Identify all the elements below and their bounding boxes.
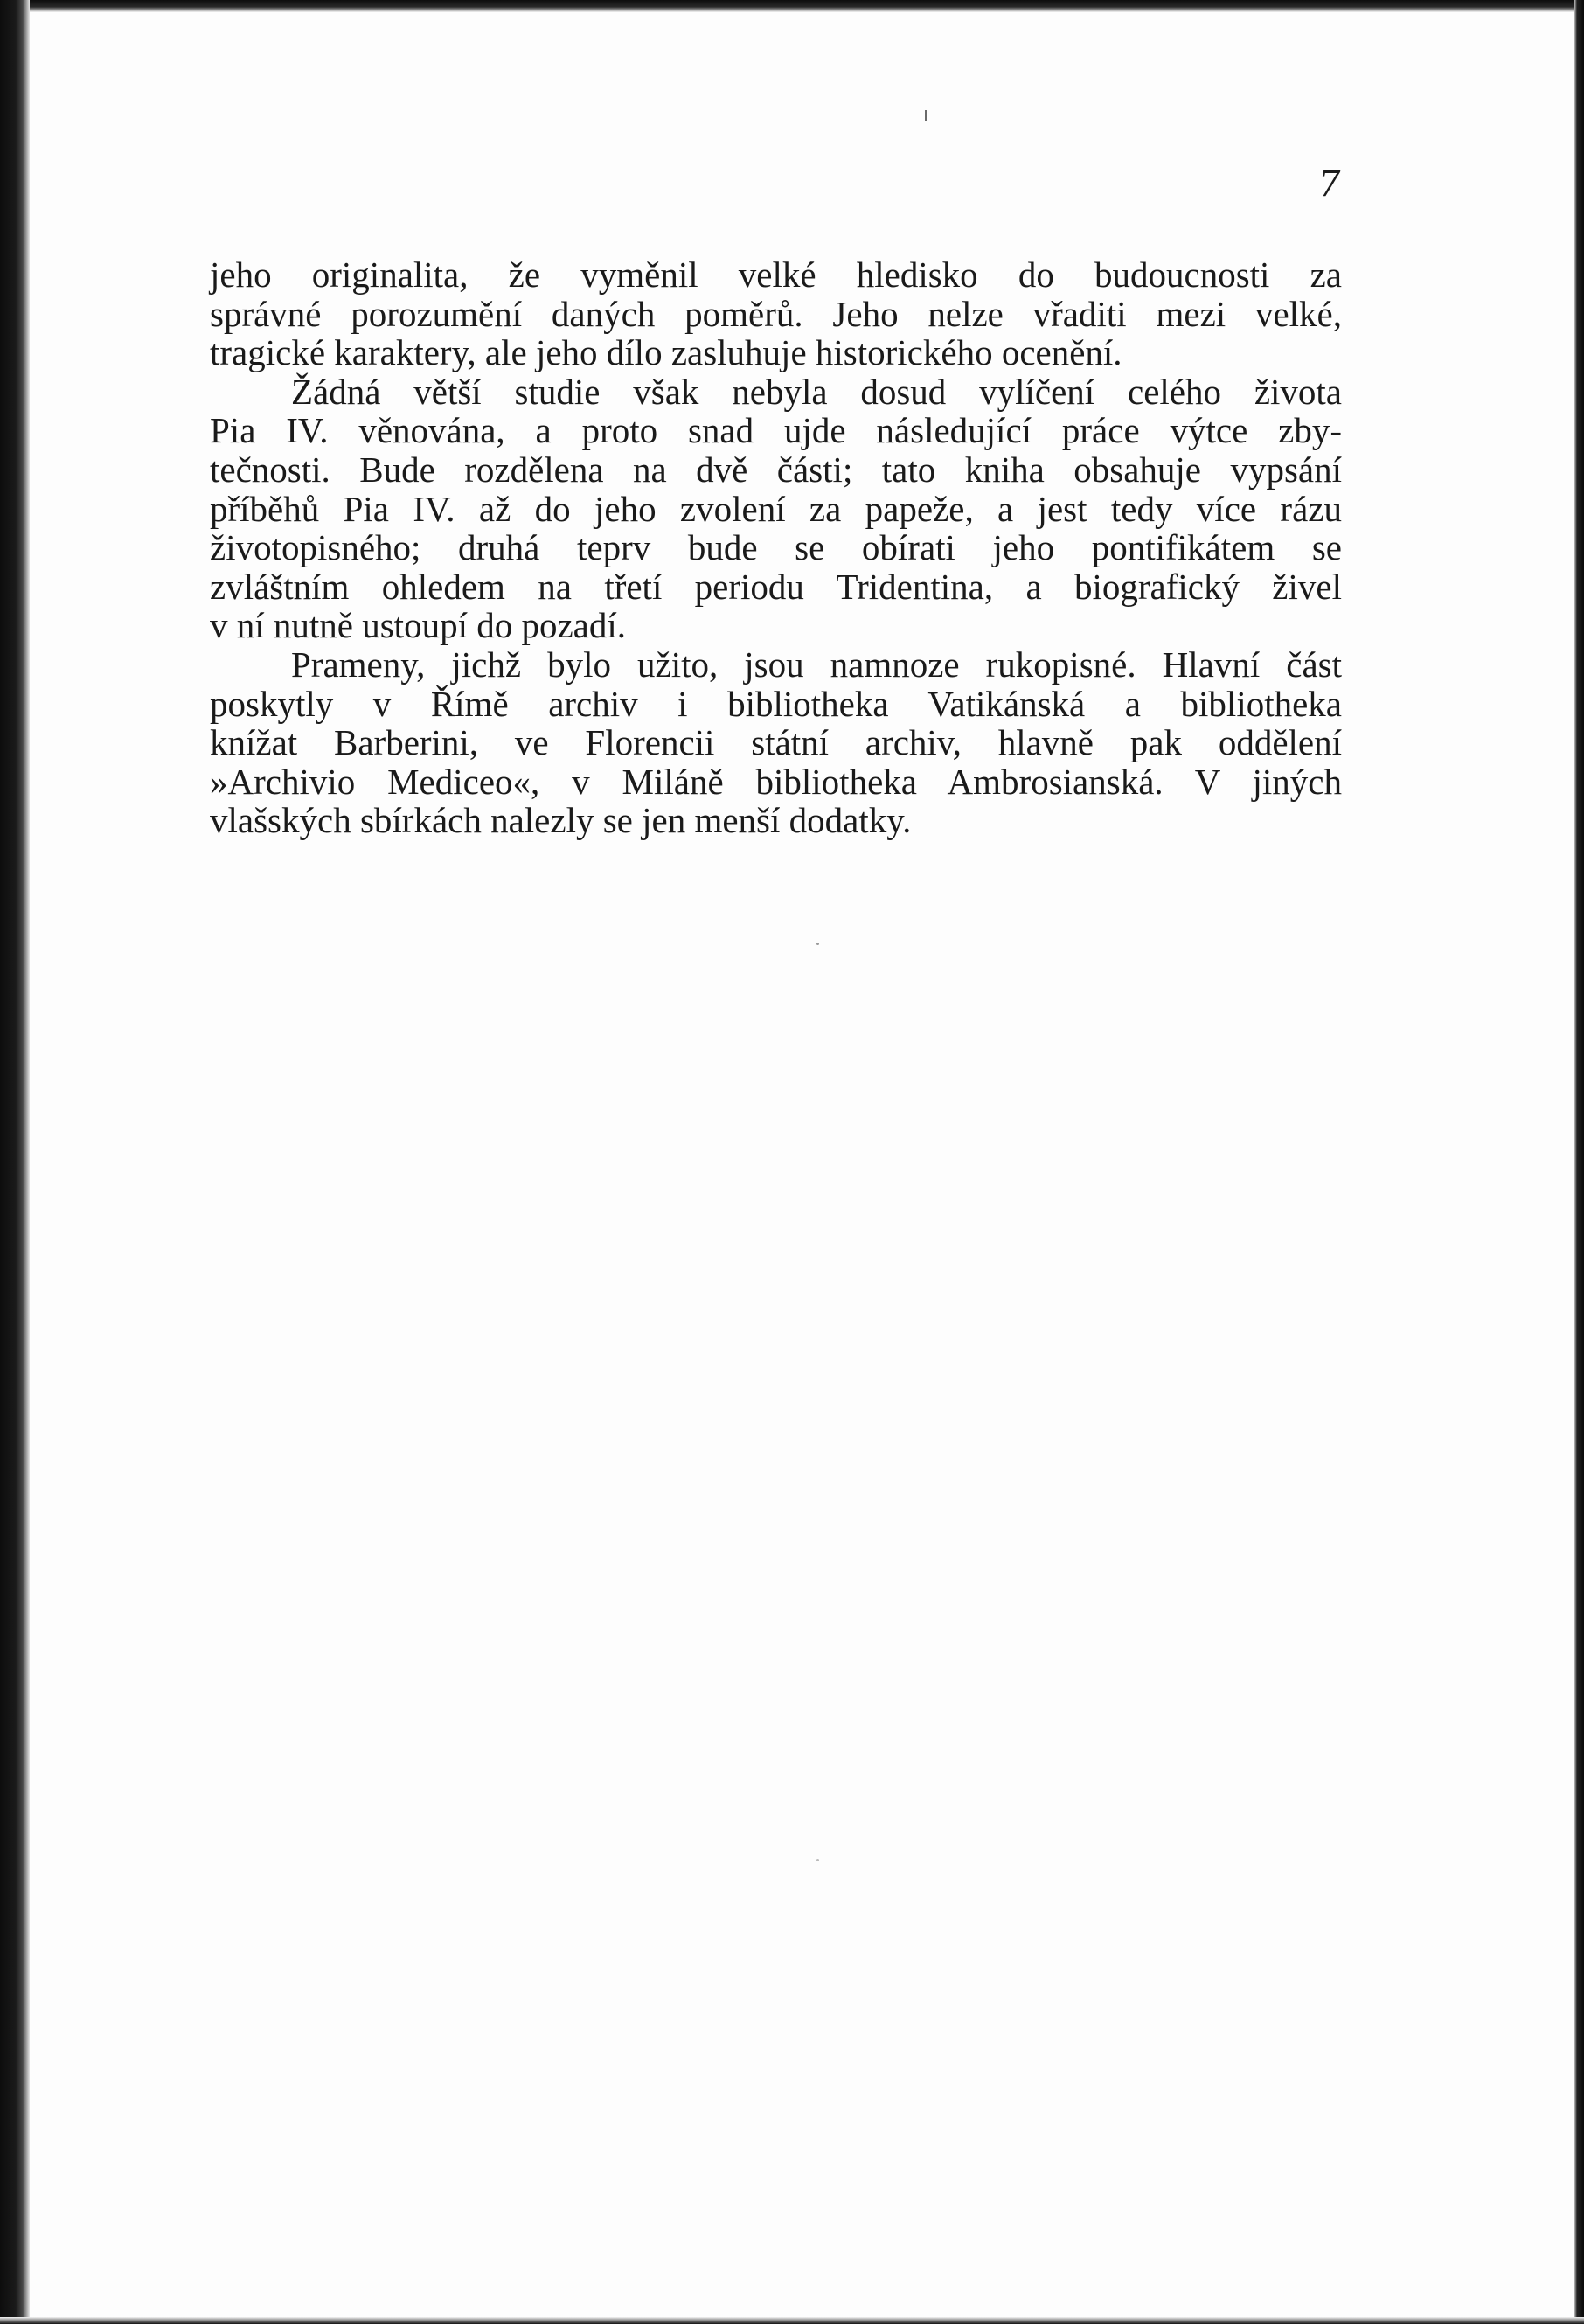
page-number: 7 bbox=[1318, 164, 1341, 205]
text-line: tečnosti. Bude rozdělena na dvě části; tato kniha obsahuje vypsání bbox=[210, 449, 1342, 490]
text-line: životopisného; druhá teprv bude se obírati jeho pontifikátem se bbox=[210, 527, 1342, 568]
text-line: poskytly v Římě archiv i bibliotheka Vatikánská a bibliotheka bbox=[210, 683, 1342, 724]
text-line: v ní nutně ustoupí do pozadí. bbox=[210, 605, 627, 646]
text-line: vlašských sbírkách nalezly se jen menší dodatky. bbox=[210, 800, 912, 841]
scan-edge-left bbox=[0, 0, 30, 2324]
body-text bbox=[210, 255, 1342, 840]
text-line: Prameny, jichž bylo užito, jsou namnoze rukopisné. Hlavní část bbox=[291, 644, 1342, 685]
text-line: správné porozumění daných poměrů. Jeho nelze vřaditi mezi velké, bbox=[210, 293, 1342, 334]
text-line: jeho originalita, že vyměnil velké hledisko do budoucnosti za bbox=[210, 254, 1342, 295]
scan-edge-top bbox=[0, 0, 1584, 12]
text-line: knížat Barberini, ve Florencii státní archiv, hlavně pak oddělení bbox=[210, 722, 1342, 763]
text-line: příběhů Pia IV. až do jeho zvolení za papeže, a jest tedy více rázu bbox=[210, 488, 1342, 529]
text-line: tragické karaktery, ale jeho dílo zasluhuje historického ocenění. bbox=[210, 332, 1122, 373]
text-line: zvláštním ohledem na třetí periodu Tridentina, a biografický živel bbox=[210, 566, 1342, 607]
scan-speck bbox=[816, 943, 819, 945]
scan-speck bbox=[816, 1859, 819, 1861]
text-line: »Archivio Mediceo«, v Miláně bibliotheka Ambrosianská. V jiných bbox=[210, 761, 1342, 802]
scan-edge-bottom bbox=[0, 2317, 1584, 2324]
scan-edge-right bbox=[1574, 0, 1584, 2324]
text-line: Pia IV. věnována, a proto snad ujde následující práce výtce zby- bbox=[210, 410, 1342, 451]
text-line: Žádná větší studie však nebyla dosud vylíčení celého života bbox=[291, 371, 1342, 412]
scan-speck bbox=[925, 110, 927, 121]
